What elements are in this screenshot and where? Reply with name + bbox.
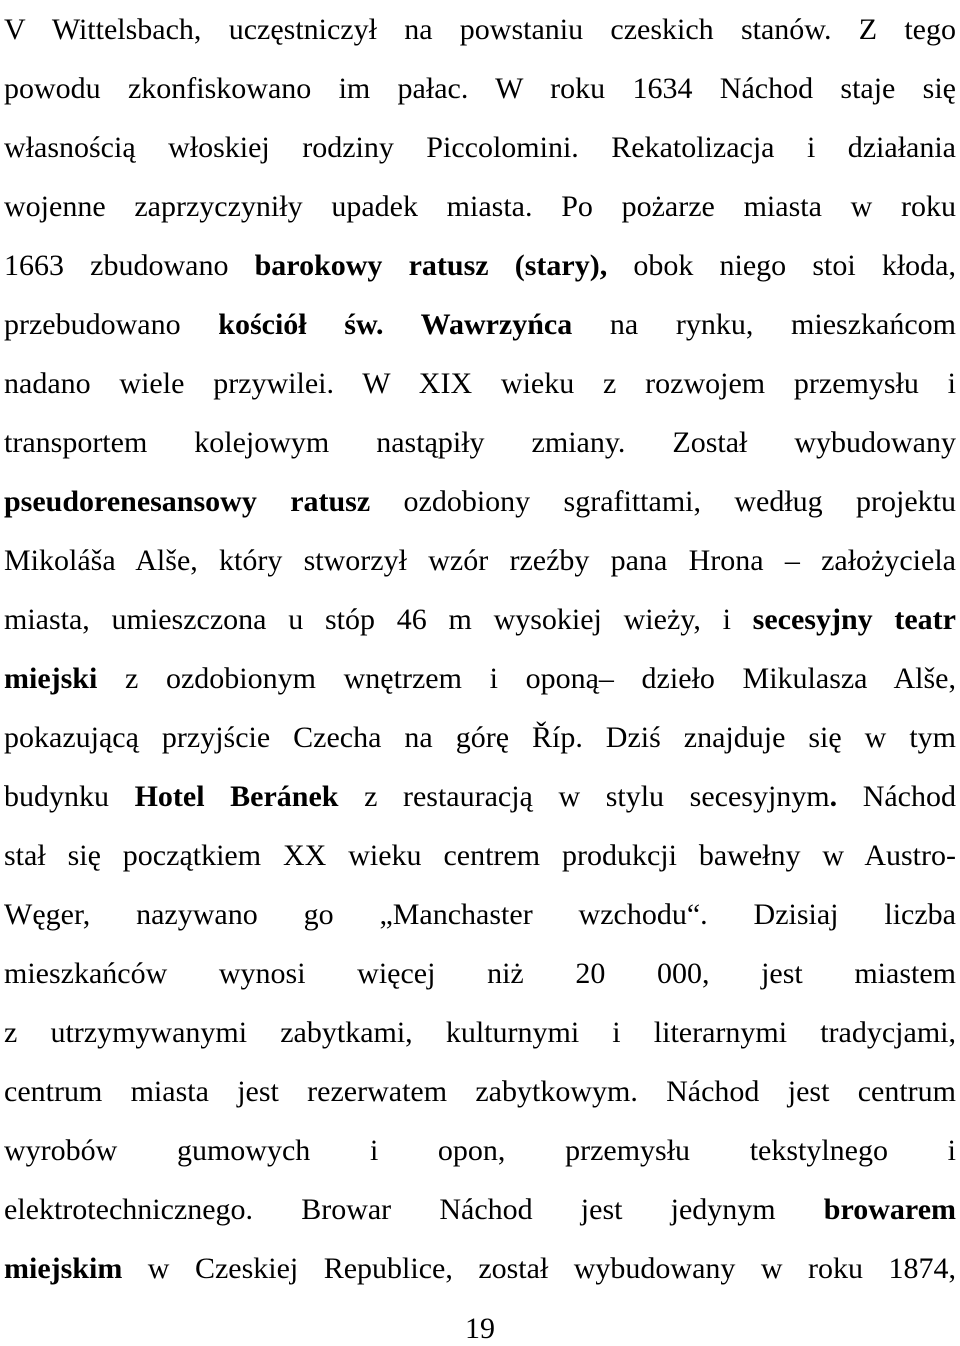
text-segment: na rynku, mieszkańcom (572, 308, 956, 341)
text-segment: mieszkańców wynosi więcej niż 20 000, jest miastem (4, 957, 956, 990)
text-line (4, 885, 956, 944)
text-segment: elektrotechnicznego. Browar Náchod jest jedynym (4, 1193, 824, 1226)
text-line (4, 1121, 956, 1180)
text-segment: Mikoláša Alše, który stworzył wzór rzeźby pana Hrona – założyciela (4, 544, 956, 577)
text-line (4, 236, 956, 295)
text-segment: transportem kolejowym nastąpiły zmiany. Został wybudowany (4, 426, 956, 459)
text-line (4, 531, 956, 590)
text-line (4, 295, 956, 354)
text-segment: powodu zkonfiskowano im pałac. W roku 1634 Náchod staje się (4, 72, 956, 105)
text-line (4, 649, 956, 708)
text-line (4, 1180, 956, 1239)
text-line (4, 354, 956, 413)
text-line (4, 826, 956, 885)
text-segment: obok niego stoi kłoda, (607, 249, 956, 282)
text-segment: V Wittelsbach, uczęstniczył na powstaniu czeskich stanów. Z tego (4, 13, 956, 46)
text-line (4, 59, 956, 118)
document-page (4, 0, 956, 1298)
text-line (4, 1003, 956, 1062)
text-line (4, 590, 956, 649)
text-segment: w Czeskiej Republice, został wybudowany w roku 1874, (122, 1252, 956, 1285)
text-segment: własnością włoskiej rodziny Piccolomini. Rekatolizacja i działania (4, 131, 956, 164)
text-segment: wojenne zaprzyczyniły upadek miasta. Po pożarze miasta w roku (4, 190, 956, 223)
text-line (4, 708, 956, 767)
text-line (4, 944, 956, 1003)
text-segment: 1663 zbudowano (4, 249, 255, 282)
bold-phrase: secesyjny teatr (752, 603, 956, 636)
text-segment: z ozdobionym wnętrzem i oponą– dzieło Mikulasza Alše, (97, 662, 956, 695)
bold-phrase: . (829, 780, 838, 813)
bold-phrase: Hotel Beránek (134, 780, 339, 813)
bold-phrase: kościół św. Wawrzyńca (218, 308, 573, 341)
bold-phrase: barokowy ratusz (stary), (254, 249, 608, 282)
page-number: 19 (465, 1312, 495, 1345)
text-line (4, 413, 956, 472)
text-segment: stał się początkiem XX wieku centrem produkcji bawełny w Austro- (4, 839, 956, 872)
text-line (4, 177, 956, 236)
text-segment: Náchod (837, 780, 956, 813)
text-line (4, 118, 956, 177)
bold-phrase: miejskim (4, 1252, 123, 1285)
text-segment: wyrobów gumowych i opon, przemysłu tekstylnego i (4, 1134, 956, 1167)
text-line (4, 0, 956, 59)
text-segment: budynku (4, 780, 135, 813)
text-line (4, 1239, 956, 1298)
text-segment: nadano wiele przywilei. W XIX wieku z rozwojem przemysłu i (4, 367, 956, 400)
text-segment: miasta, umieszczona u stóp 46 m wysokiej wieży, i (4, 603, 753, 636)
text-segment: z utrzymywanymi zabytkami, kulturnymi i literarnymi tradycjami, (4, 1016, 956, 1049)
text-segment: przebudowano (4, 308, 219, 341)
text-line (4, 767, 956, 826)
bold-phrase: pseudorenesansowy ratusz (4, 485, 371, 518)
text-segment: centrum miasta jest rezerwatem zabytkowym. Náchod jest centrum (4, 1075, 956, 1108)
text-line (4, 472, 956, 531)
bold-phrase: miejski (4, 662, 98, 695)
body-text (4, 0, 956, 1298)
text-segment: ozdobiony sgrafittami, według projektu (370, 485, 956, 518)
text-segment: Węger, nazywano go „Manchaster wzchodu“. Dzisiaj liczba (4, 898, 956, 931)
text-segment: pokazującą przyjście Czecha na górę Říp. Dziś znajduje się w tym (4, 721, 956, 754)
text-segment: z restauracją w stylu secesyjnym (338, 780, 830, 813)
text-line (4, 1062, 956, 1121)
bold-phrase: browarem (823, 1193, 956, 1226)
